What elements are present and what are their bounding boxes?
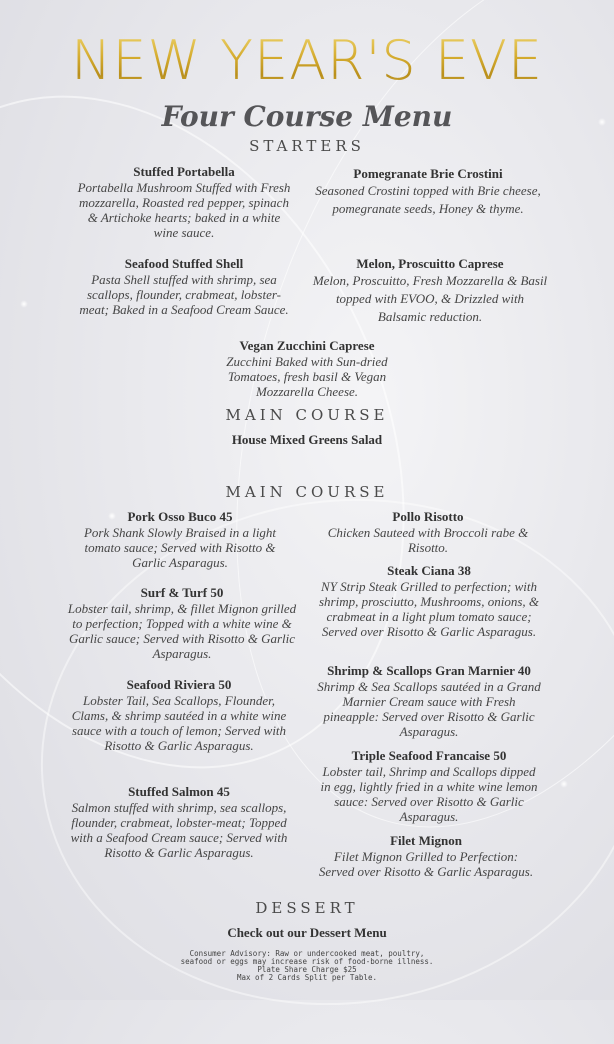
- dessert-heading: DESSERT: [255, 899, 359, 917]
- item-name: Stuffed Salmon 45: [128, 784, 230, 799]
- sparkle: [20, 300, 28, 308]
- item-description: Pasta Shell stuffed with shrimp, sea scallops, flounder, crabmeat, lobster-meat; Baked in a Seafood Cream Sauce.: [79, 272, 289, 317]
- item-name: Pork Osso Buco 45: [127, 509, 233, 524]
- item-name: Seafood Stuffed Shell: [124, 256, 244, 271]
- item-description: Lobster tail, Shrimp and Scallops dipped in egg, lightly fried in a white wine lemon sauce: Served over Risotto & Garlic Asparagus.: [320, 764, 538, 824]
- dessert-item: Check out our Dessert Menu: [227, 925, 387, 940]
- item-name: Steak Ciana 38: [387, 563, 471, 578]
- menu-item: [316, 663, 542, 739]
- item-description: Zucchini Baked with Sun-dried Tomatoes, fresh basil & Vegan Mozzarella Cheese.: [226, 354, 388, 399]
- menu-subtitle: Four Course Menu: [161, 100, 453, 133]
- salad-heading: MAIN COURSE: [225, 406, 389, 424]
- item-name: Melon, Proscuitto Caprese: [356, 256, 504, 271]
- item-name: Pomegranate Brie Crostini: [353, 166, 503, 181]
- item-description: Lobster Tail, Sea Scallops, Flounder, Clams, & shrimp sautéed in a white wine sauce with a touch of lemon; Served with Risotto & Garlic Asparagus.: [71, 693, 287, 753]
- menu-item: [66, 509, 294, 570]
- item-name: Seafood Riviera 50: [126, 677, 232, 692]
- item-name: Shrimp & Scallops Gran Marnier 40: [327, 663, 531, 678]
- item-description: Portabella Mushroom Stuffed with Fresh mozzarella, Roasted red pepper, spinach & Artichoke hearts; baked in a white wine sauce.: [77, 180, 291, 240]
- starters-heading: STARTERS: [249, 137, 365, 155]
- sparkle: [560, 780, 568, 788]
- item-description: Melon, Proscuitto, Fresh Mozzarella & Basil topped with EVOO, & Drizzled with Balsamic reduction.: [312, 273, 548, 324]
- item-description: NY Strip Steak Grilled to perfection; with shrimp, prosciutto, Mushrooms, onions, & crabmeat in a light plum tomato sauce; Served over Risotto & Garlic Asparagus.: [318, 579, 540, 639]
- menu-item: [314, 166, 542, 218]
- item-description: Filet Mignon Grilled to Perfection: Served over Risotto & Garlic Asparagus.: [318, 849, 534, 879]
- menu-item: [316, 563, 542, 639]
- menu-item: [316, 509, 540, 555]
- item-name: Vegan Zucchini Caprese: [239, 338, 375, 353]
- advisory-line: Consumer Advisory: Raw or undercooked meat, poultry,: [189, 949, 425, 958]
- menu-item: [205, 338, 409, 399]
- menu-item: [66, 677, 292, 753]
- menu-item: [74, 164, 294, 240]
- advisory-line: seafood or eggs may increase risk of food-borne illness.: [180, 957, 434, 966]
- item-description: Chicken Sauteed with Broccoli rabe & Risotto.: [327, 525, 529, 555]
- item-description: Seasoned Crostini topped with Brie cheese, pomegranate seeds, Honey & thyme.: [315, 183, 541, 216]
- item-name: Triple Seafood Francaise 50: [351, 748, 507, 763]
- menu-item: [316, 748, 542, 824]
- menu-item: [74, 256, 294, 317]
- item-description: Salmon stuffed with shrimp, sea scallops, flounder, crabmeat, lobster-meat; Topped with a Seafood Cream sauce; Served with Risotto & Garlic Asparagus.: [70, 800, 288, 860]
- item-name: Filet Mignon: [390, 833, 462, 848]
- page-title: NEW YEAR'S EVE: [0, 26, 614, 96]
- consumer-advisory: [0, 950, 614, 982]
- advisory-line: Plate Share Charge $25: [257, 965, 357, 974]
- main-course-heading: MAIN COURSE: [225, 483, 389, 501]
- item-description: Lobster tail, shrimp, & fillet Mignon grilled to perfection; Topped with a white wine & Garlic sauce; Served with Risotto & Garlic Asparagus.: [67, 601, 297, 661]
- menu-item: [66, 585, 298, 661]
- menu-item: [316, 833, 536, 879]
- item-name: Stuffed Portabella: [133, 164, 235, 179]
- item-name: Surf & Turf 50: [140, 585, 224, 600]
- item-description: Pork Shank Slowly Braised in a light tomato sauce; Served with Risotto & Garlic Asparagus.: [83, 525, 277, 570]
- item-description: Shrimp & Sea Scallops sautéed in a Grand Marnier Cream sauce with Fresh pineapple: Served over Risotto & Garlic Asparagus.: [317, 679, 541, 739]
- salad-item: House Mixed Greens Salad: [231, 432, 383, 447]
- menu-item: [312, 256, 548, 326]
- item-name: Pollo Risotto: [392, 509, 464, 524]
- menu-item: [66, 784, 292, 860]
- advisory-line: Max of 2 Cards Split per Table.: [237, 973, 377, 982]
